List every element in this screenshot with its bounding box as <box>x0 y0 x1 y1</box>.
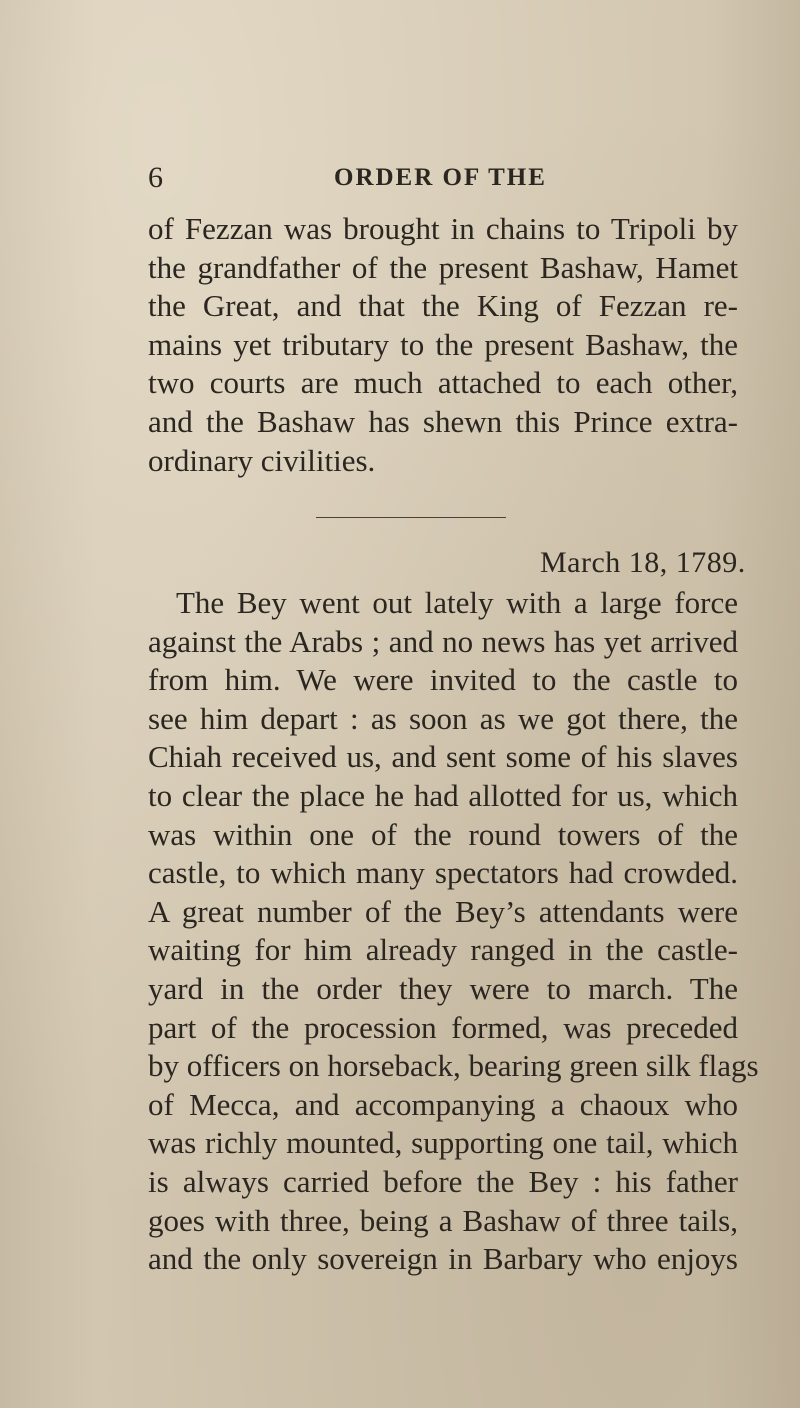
text-line: yard in the order they were to march. The <box>148 970 738 1006</box>
text-line: goes with three, being a Bashaw of three tails, <box>148 1202 738 1238</box>
running-title: ORDER OF THE <box>334 164 547 191</box>
text-line: ordinary civilities. <box>148 442 376 478</box>
running-head <box>148 158 748 198</box>
text-line: by officers on horseback, bearing green silk flags <box>148 1048 759 1084</box>
text-line: Chiah received us, and sent some of his slaves <box>148 739 738 775</box>
text-line: A great number of the Bey’s attendants were <box>148 893 738 929</box>
text-line: was richly mounted, supporting one tail, which <box>148 1125 738 1161</box>
text-line: part of the procession formed, was preceded <box>148 1009 738 1045</box>
text-line: to clear the place he had allotted for us, which <box>148 777 738 813</box>
text-line: The Bey went out lately with a large force <box>176 585 738 620</box>
text-line: see him depart : as soon as we got there, the <box>148 700 738 736</box>
section-divider <box>316 517 506 518</box>
text-line: of Fezzan was brought in chains to Tripoli by <box>148 211 738 246</box>
text-line: waiting for him already ranged in the castle- <box>148 932 738 968</box>
text-line: was within one of the round towers of the <box>148 816 738 852</box>
dateline: March 18, 1789. <box>540 546 746 579</box>
page-number: 6 <box>148 161 163 194</box>
text-line: and the Bashaw has shewn this Prince extra- <box>148 403 738 439</box>
text-line: castle, to which many spectators had crowded. <box>148 855 738 891</box>
text-line: of Mecca, and accompanying a chaoux who <box>148 1086 738 1122</box>
text-line: is always carried before the Bey : his father <box>148 1163 738 1199</box>
text-line: mains yet tributary to the present Bashaw, the <box>148 326 738 362</box>
text-line: from him. We were invited to the castle to <box>148 662 738 698</box>
text-line: against the Arabs ; and no news has yet arrived <box>148 623 738 659</box>
text-line: and the only sovereign in Barbary who enjoys <box>148 1241 738 1277</box>
text-line: the grandfather of the present Bashaw, Hamet <box>148 249 738 285</box>
text-line: the Great, and that the King of Fezzan re- <box>148 288 738 324</box>
paragraph-2 <box>148 584 759 1279</box>
paragraph-1 <box>148 210 738 480</box>
text-line: two courts are much attached to each other, <box>148 365 738 401</box>
